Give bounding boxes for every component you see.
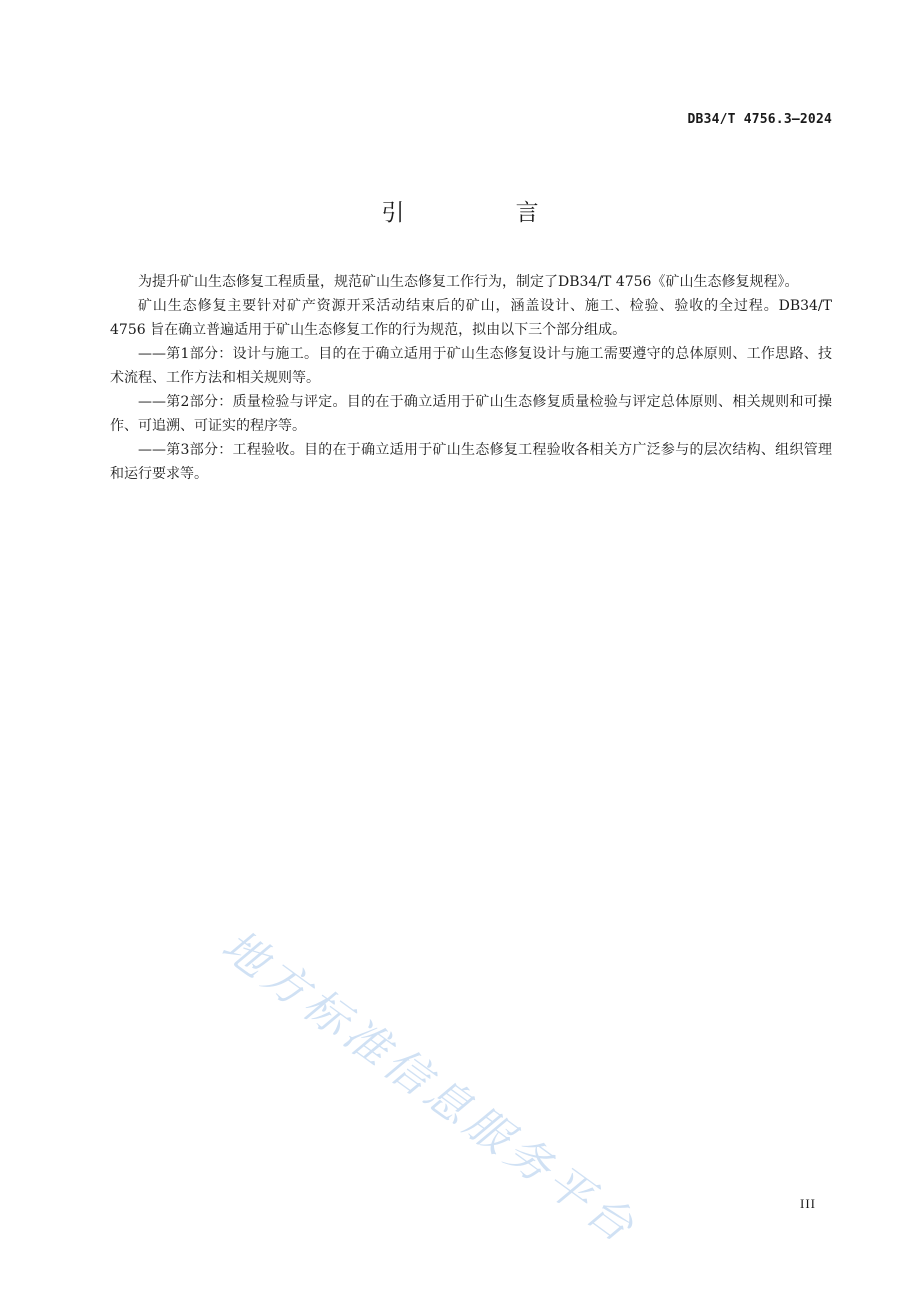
introduction-body: [110, 270, 832, 486]
watermark: 地方标准信息服务平台: [212, 920, 647, 1256]
page-number: III: [800, 1196, 816, 1211]
page-title: 引 言: [381, 200, 591, 226]
paragraph-scope: 矿山生态修复主要针对矿产资源开采活动结束后的矿山，涵盖设计、施工、检验、验收的全过程。DB34/T 4756 旨在确立普遍适用于矿山生态修复工作的行为规范，拟由以下三个部分组成。: [110, 298, 832, 338]
paragraph-purpose: 为提升矿山生态修复工程质量，规范矿山生态修复工作行为，制定了DB34/T 4756《矿山生态修复规程》。: [138, 274, 799, 290]
paragraph-part-1: ——第1部分：设计与施工。目的在于确立适用于矿山生态修复设计与施工需要遵守的总体原则、工作思路、技术流程、工作方法和相关规则等。: [110, 346, 832, 386]
paragraph-part-2: ——第2部分：质量检验与评定。目的在于确立适用于矿山生态修复质量检验与评定总体原则、相关规则和可操作、可追溯、可证实的程序等。: [110, 394, 832, 434]
document-code: DB34/T 4756.3—2024: [687, 112, 832, 127]
paragraph-part-3: ——第3部分：工程验收。目的在于确立适用于矿山生态修复工程验收各相关方广泛参与的层次结构、组织管理和运行要求等。: [110, 442, 832, 482]
